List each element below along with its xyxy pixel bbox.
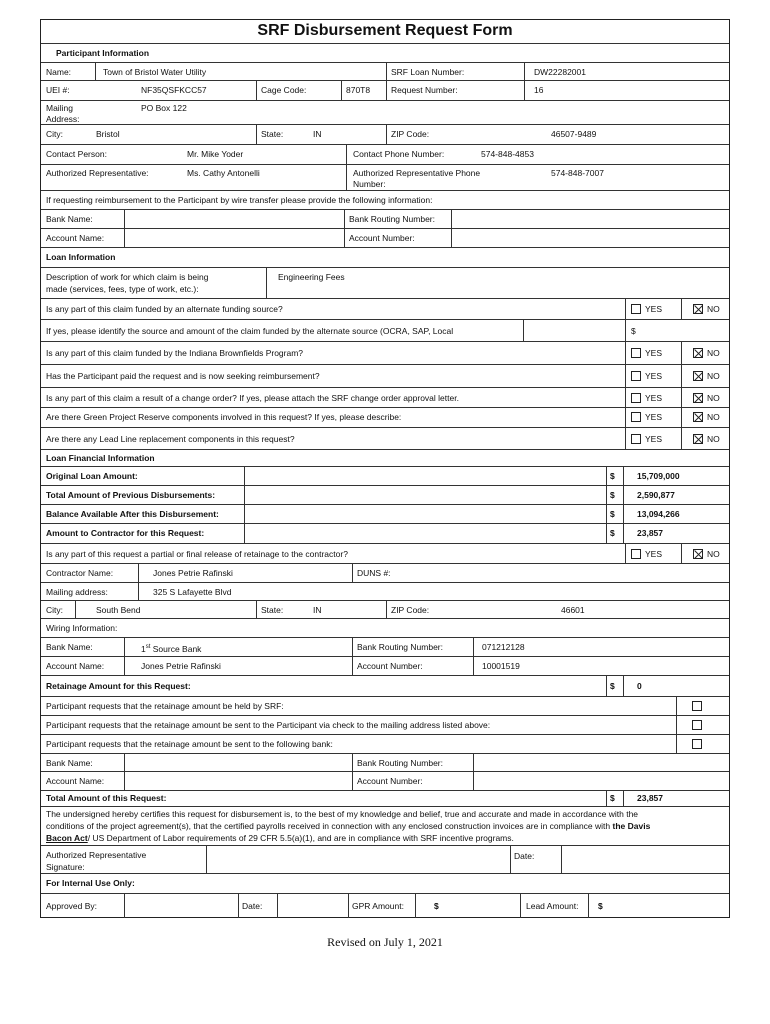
retainage-held-checkbox[interactable] (692, 701, 702, 711)
form-title: SRF Disbursement Request Form (257, 22, 513, 39)
contractor-account-name[interactable]: Jones Petrie Rafinski (141, 661, 221, 671)
contractor-mailing[interactable]: 325 S Lafayette Blvd (153, 587, 232, 597)
account-row: Account Name: Account Number: (41, 229, 729, 248)
contractor-routing[interactable]: 071212128 (482, 642, 525, 652)
financial-heading: Loan Financial Information (46, 453, 155, 463)
retainage-check-checkbox[interactable] (692, 720, 702, 730)
q2-yes-checkbox[interactable] (631, 348, 641, 358)
q2-no-checkbox[interactable] (693, 348, 703, 358)
q6-yes-checkbox[interactable] (631, 434, 641, 444)
name-row: Name: Town of Bristol Water Utility SRF Loan Number: DW22282001 (41, 63, 729, 81)
srf-form (40, 19, 730, 918)
retainage-option-1-row: Participant requests that the retainage amount be held by SRF: (41, 697, 729, 716)
q4-no-checkbox[interactable] (693, 393, 703, 403)
bank-row: Bank Name: Bank Routing Number: (41, 210, 729, 229)
original-loan-row: Original Loan Amount: $ 15,709,000 (41, 467, 729, 486)
q3-no-checkbox[interactable] (693, 371, 703, 381)
retainage-amount[interactable]: 0 (637, 681, 642, 691)
retainage-no-checkbox[interactable] (693, 549, 703, 559)
auth-phone[interactable]: 574-848-7007 (551, 168, 604, 178)
contact-person[interactable]: Mr. Mike Yoder (187, 149, 244, 159)
q3-row: Has the Participant paid the request and is now seeking reimbursement? YES NO (41, 365, 729, 388)
wire-note-row (41, 191, 729, 210)
previous-row: Total Amount of Previous Disbursements: $ 2,590,877 (41, 486, 729, 505)
contractor-account-row: Account Name: Jones Petrie Rafinski Account Number: 10001519 (41, 657, 729, 676)
loan-number[interactable]: DW22282001 (534, 67, 586, 77)
retainage-option-2-row: Participant requests that the retainage amount be sent to the Participant via check to the mailing address listed above: (41, 716, 729, 735)
participant-name[interactable]: Town of Bristol Water Utility (103, 67, 207, 77)
retainage-bank-row: Bank Name: Bank Routing Number: (41, 754, 729, 772)
contractor-name-row: Contractor Name: Jones Petrie Rafinski DUNS #: (41, 564, 729, 583)
contractor-bank[interactable]: 1st Source Bank (141, 643, 202, 654)
q5-no-checkbox[interactable] (693, 412, 703, 422)
q6-row: Are there any Lead Line replacement components in this request? YES NO (41, 428, 729, 450)
request-number[interactable]: 16 (534, 85, 544, 95)
certification-row: The undersigned hereby certifies this request for disbursement is, to the best of my knowledge and belief, true and accurate and made in accordance with the conditions of the project agreement(s), that the certified payrolls received in connection with any enclosed construction invoices are in compliance with the Davis Bacon Act/ US Department of Labor requirements of 29 CFR 5.5(a)(1), and are in compliance with SRF incentive programs. (41, 807, 729, 846)
internal-row: Approved By: Date: GPR Amount: $ Lead Amount: $ (41, 894, 729, 918)
internal-heading-row (41, 874, 729, 894)
q6-no-checkbox[interactable] (693, 434, 703, 444)
original-loan-amount[interactable]: 15,709,000 (637, 471, 680, 481)
contractor-mailing-row: Mailing address: 325 S Lafayette Blvd (41, 583, 729, 601)
cage-code[interactable]: 870T8 (346, 85, 371, 95)
financial-heading-row (41, 450, 729, 467)
q1-row: Is any part of this claim funded by an alternate funding source? YES NO (41, 299, 729, 320)
balance-available[interactable]: 13,094,266 (637, 509, 680, 519)
wire-note: If requesting reimbursement to the Participant by wire transfer please provide the following information: (46, 195, 433, 205)
contractor-amount-row: Amount to Contractor for this Request: $ 23,857 (41, 524, 729, 544)
retainage-bank-checkbox[interactable] (692, 739, 702, 749)
total-amount[interactable]: 23,857 (637, 793, 663, 803)
q3-yes-checkbox[interactable] (631, 371, 641, 381)
q1-sub-row: If yes, please identify the source and amount of the claim funded by the alternate source (OCRA, SAP, Local $ (41, 320, 729, 342)
revision-note: Revised on July 1, 2021 (327, 935, 443, 949)
loan-heading-row (41, 248, 729, 268)
contractor-city[interactable]: South Bend (96, 605, 141, 615)
contractor-name[interactable]: Jones Petrie Rafinski (153, 568, 233, 578)
retainage-amount-row: Retainage Amount for this Request: $ 0 (41, 676, 729, 697)
zip-value[interactable]: 46507-9489 (551, 129, 597, 139)
contractor-bank-row: Bank Name: 1st Source Bank Bank Routing Number: 071212128 (41, 638, 729, 657)
contact-phone[interactable]: 574-848-4853 (481, 149, 534, 159)
signature-row: Authorized Representative Signature: Date: (41, 846, 729, 874)
wiring-row: Wiring Information: (41, 619, 729, 638)
internal-heading: For Internal Use Only: (46, 878, 135, 888)
description-row: Description of work for which claim is being made (services, fees, type of work, etc.): Engineering Fees (41, 268, 729, 299)
q4-yes-checkbox[interactable] (631, 393, 641, 403)
mailing-row: Mailing Address: PO Box 122 (41, 101, 729, 125)
participant-heading: Participant Information (56, 48, 150, 58)
city-row: City: Bristol State: IN ZIP Code: 46507-9489 (41, 125, 729, 145)
city-value[interactable]: Bristol (96, 129, 120, 139)
signature-date-field[interactable] (562, 846, 728, 873)
participant-heading-row (41, 43, 729, 63)
q2-row: Is any part of this claim funded by the Indiana Brownfields Program? YES NO (41, 342, 729, 365)
contractor-state[interactable]: IN (313, 605, 322, 615)
contact-row: Contact Person: Mr. Mike Yoder Contact Phone Number: 574-848-4853 (41, 145, 729, 165)
auth-rep[interactable]: Ms. Cathy Antonelli (187, 168, 260, 178)
q5-row: Are there Green Project Reserve components involved in this request? If yes, please describe: YES NO (41, 408, 729, 428)
q1-no-checkbox[interactable] (693, 304, 703, 314)
mailing-address[interactable]: PO Box 122 (141, 103, 187, 113)
previous-disbursements[interactable]: 2,590,877 (637, 490, 675, 500)
contractor-account-number[interactable]: 10001519 (482, 661, 520, 671)
contractor-amount[interactable]: 23,857 (637, 528, 663, 538)
q4-row: Is any part of this claim a result of a change order? If yes, please attach the SRF change order approval letter. YES NO (41, 388, 729, 408)
work-description[interactable]: Engineering Fees (278, 272, 345, 282)
retainage-account-row: Account Name: Account Number: (41, 772, 729, 791)
retainage-question-row: Is any part of this request a partial or final release of retainage to the contractor? YES NO (41, 544, 729, 564)
uei-value[interactable]: NF35QSFKCC57 (141, 85, 207, 95)
uei-row: UEI #: NF35QSFKCC57 Cage Code: 870T8 Request Number: 16 (41, 81, 729, 101)
loan-heading: Loan Information (46, 252, 116, 262)
retainage-option-3-row: Participant requests that the retainage amount be sent to the following bank: (41, 735, 729, 754)
retainage-yes-checkbox[interactable] (631, 549, 641, 559)
total-row: Total Amount of this Request: $ 23,857 (41, 791, 729, 807)
auth-rep-row: Authorized Representative: Ms. Cathy Antonelli Authorized Representative Phone Number: 574-848-7007 (41, 165, 729, 191)
balance-row: Balance Available After this Disbursement: $ 13,094,266 (41, 505, 729, 524)
contractor-zip[interactable]: 46601 (561, 605, 585, 615)
q1-yes-checkbox[interactable] (631, 304, 641, 314)
contractor-city-row: City: South Bend State: IN ZIP Code: 46601 (41, 601, 729, 619)
q5-yes-checkbox[interactable] (631, 412, 641, 422)
signature-field[interactable] (207, 846, 509, 873)
state-value[interactable]: IN (313, 129, 322, 139)
